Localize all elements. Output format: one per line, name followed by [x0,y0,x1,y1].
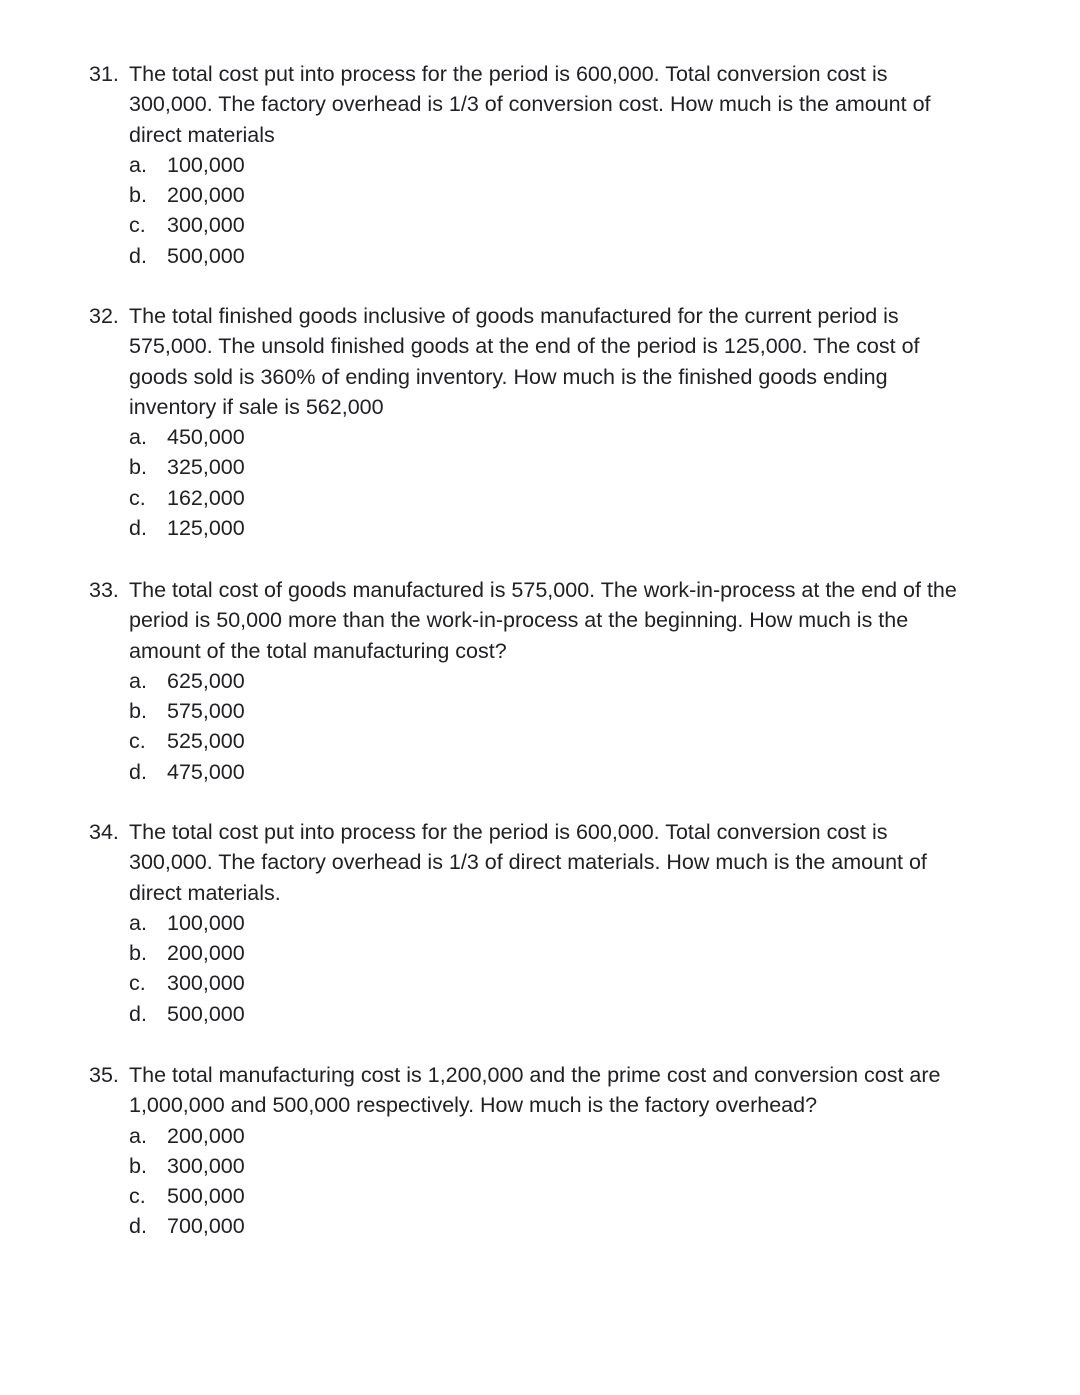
option-value: 200,000 [167,183,245,208]
option-value: 200,000 [167,941,245,966]
question-number: 31. [89,62,119,86]
question-stem [89,301,1029,422]
option-value: 100,000 [167,152,245,177]
option-letter: b. [129,1153,147,1178]
option-b [89,938,1029,968]
option-b [89,452,1029,482]
option-d [89,1211,1029,1241]
option-a [89,666,1029,696]
question-number: 35. [89,1063,119,1087]
option-value: 475,000 [167,759,245,784]
answer-options [89,908,1029,1029]
option-letter: c. [129,971,146,996]
question-text: The total manufacturing cost is 1,200,000 and the prime cost and conversion cost are 1,000,000 and 500,000 respectively. How much is the factory overhead? [129,1063,941,1118]
option-letter: d. [129,243,147,268]
option-letter: b. [129,699,147,724]
option-value: 125,000 [167,516,245,541]
option-b [89,696,1029,726]
option-value: 525,000 [167,729,245,754]
question-33 [89,575,1029,787]
option-letter: a. [129,152,147,177]
option-c [89,1181,1029,1211]
option-letter: d. [129,759,147,784]
question-34 [89,817,1029,1029]
option-letter: c. [129,1184,146,1209]
question-32 [89,301,1029,543]
question-31 [89,59,1029,271]
option-d [89,513,1029,543]
question-stem [89,817,1029,908]
question-stem [89,1060,1029,1121]
option-c [89,968,1029,998]
question-text: The total finished goods inclusive of goods manufactured for the current period is 575,000. The unsold finished goods at the end of the period is 125,000. The cost of goods sold is 360% of ending inventory. How much is the finished goods ending inventory if sale is 562,000 [129,304,920,419]
question-text: The total cost of goods manufactured is 575,000. The work-in-process at the end of the period is 50,000 more than the work-in-process at the beginning. How much is the amount of the total manufacturing cost? [129,578,957,663]
question-text: The total cost put into process for the period is 600,000. Total conversion cost is 300,000. The factory overhead is 1/3 of conversion cost. How much is the amount of direct materials [129,62,931,147]
option-value: 500,000 [167,243,245,268]
question-number: 34. [89,820,119,844]
option-c [89,726,1029,756]
question-number: 32. [89,304,119,328]
option-letter: c. [129,729,146,754]
option-value: 450,000 [167,425,245,450]
question-stem [89,575,1029,666]
option-value: 500,000 [167,1184,245,1209]
option-letter: b. [129,455,147,480]
option-a [89,150,1029,180]
option-value: 300,000 [167,213,245,238]
option-d [89,757,1029,787]
option-letter: b. [129,183,147,208]
option-b [89,1151,1029,1181]
option-letter: a. [129,1123,147,1148]
option-value: 300,000 [167,971,245,996]
option-value: 575,000 [167,699,245,724]
answer-options [89,422,1029,543]
option-letter: d. [129,1001,147,1026]
option-value: 325,000 [167,455,245,480]
option-letter: c. [129,485,146,510]
option-letter: d. [129,516,147,541]
answer-options [89,666,1029,787]
option-d [89,241,1029,271]
option-value: 625,000 [167,668,245,693]
option-a [89,422,1029,452]
question-stem [89,59,1029,150]
option-letter: a. [129,910,147,935]
option-letter: d. [129,1214,147,1239]
option-b [89,180,1029,210]
option-a [89,1121,1029,1151]
option-letter: a. [129,425,147,450]
option-value: 300,000 [167,1153,245,1178]
option-value: 162,000 [167,485,245,510]
option-a [89,908,1029,938]
answer-options [89,150,1029,271]
question-number: 33. [89,578,119,602]
option-letter: b. [129,941,147,966]
option-value: 100,000 [167,910,245,935]
question-35 [89,1060,1029,1242]
option-c [89,483,1029,513]
option-value: 500,000 [167,1001,245,1026]
answer-options [89,1121,1029,1242]
option-letter: a. [129,668,147,693]
option-letter: c. [129,213,146,238]
question-text: The total cost put into process for the period is 600,000. Total conversion cost is 300,000. The factory overhead is 1/3 of direct materials. How much is the amount of direct materials. [129,820,927,905]
option-c [89,210,1029,240]
option-value: 200,000 [167,1123,245,1148]
option-d [89,999,1029,1029]
option-value: 700,000 [167,1214,245,1239]
